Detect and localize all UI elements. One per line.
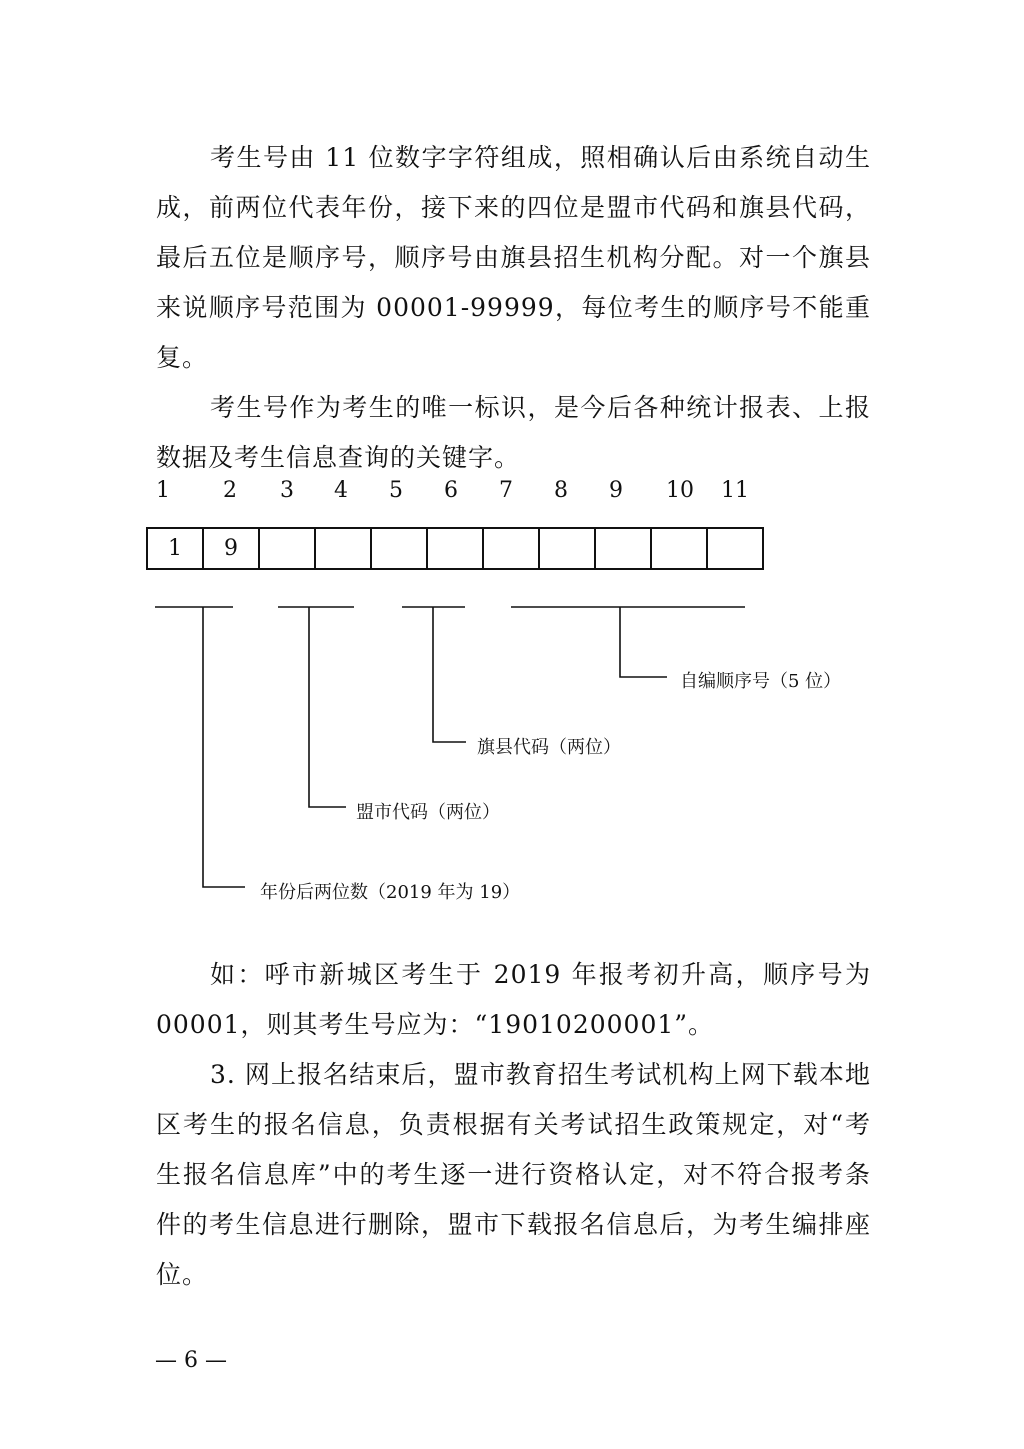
city-leader-line — [309, 607, 346, 807]
digit-label-11: 11 — [721, 478, 749, 503]
digit-label-10: 10 — [666, 478, 694, 503]
digit-label-4: 4 — [334, 478, 348, 503]
year-leader-line — [203, 607, 245, 887]
sequence-leader-line — [620, 607, 667, 677]
annotation-year: 年份后两位数（2019 年为 19） — [260, 882, 521, 903]
annotation-sequence: 自编顺序号（5 位） — [680, 671, 842, 692]
digit-label-5: 5 — [389, 478, 403, 503]
paragraph-example: 如：呼市新城区考生于 2019 年报考初升高，顺序号为 00001，则其考生号应为：“19010200001”。 — [156, 960, 871, 1039]
digit-box-1: 1 — [148, 529, 204, 568]
paragraph-student-number-key: 考生号作为考生的唯一标识，是今后各种统计报表、上报数据及考生信息查询的关键字。 — [156, 393, 871, 472]
digit-label-6: 6 — [444, 478, 458, 503]
county-leader-line — [433, 607, 466, 742]
annotation-county-code: 旗县代码（两位） — [477, 737, 621, 758]
digit-box-2: 9 — [204, 529, 260, 568]
paragraph-step-3: 3. 网上报名结束后，盟市教育招生考试机构上网下载本地区考生的报名信息，负责根据有关考试招生政策规定，对“考生报名信息库”中的考生逐一进行资格认定，对不符合报考条件的考生信息进行删除，盟市下载报名信息后，为考生编排座位。 — [156, 1060, 871, 1289]
digit-label-9: 9 — [609, 478, 623, 503]
digit-label-7: 7 — [499, 478, 513, 503]
digit-label-2: 2 — [223, 478, 237, 503]
digit-label-3: 3 — [280, 478, 294, 503]
annotation-city-code: 盟市代码（两位） — [356, 802, 500, 823]
paragraph-student-number-composition: 考生号由 11 位数字字符组成，照相确认后由系统自动生成，前两位代表年份，接下来的四位是盟市代码和旗县代码，最后五位是顺序号，顺序号由旗县招生机构分配。对一个旗县来说顺序号范围为 00001-99999，每位考生的顺序号不能重复。 — [156, 143, 871, 372]
digit-label-1: 1 — [156, 478, 170, 503]
digit-label-8: 8 — [554, 478, 568, 503]
page-number: — 6 — — [155, 1348, 227, 1373]
